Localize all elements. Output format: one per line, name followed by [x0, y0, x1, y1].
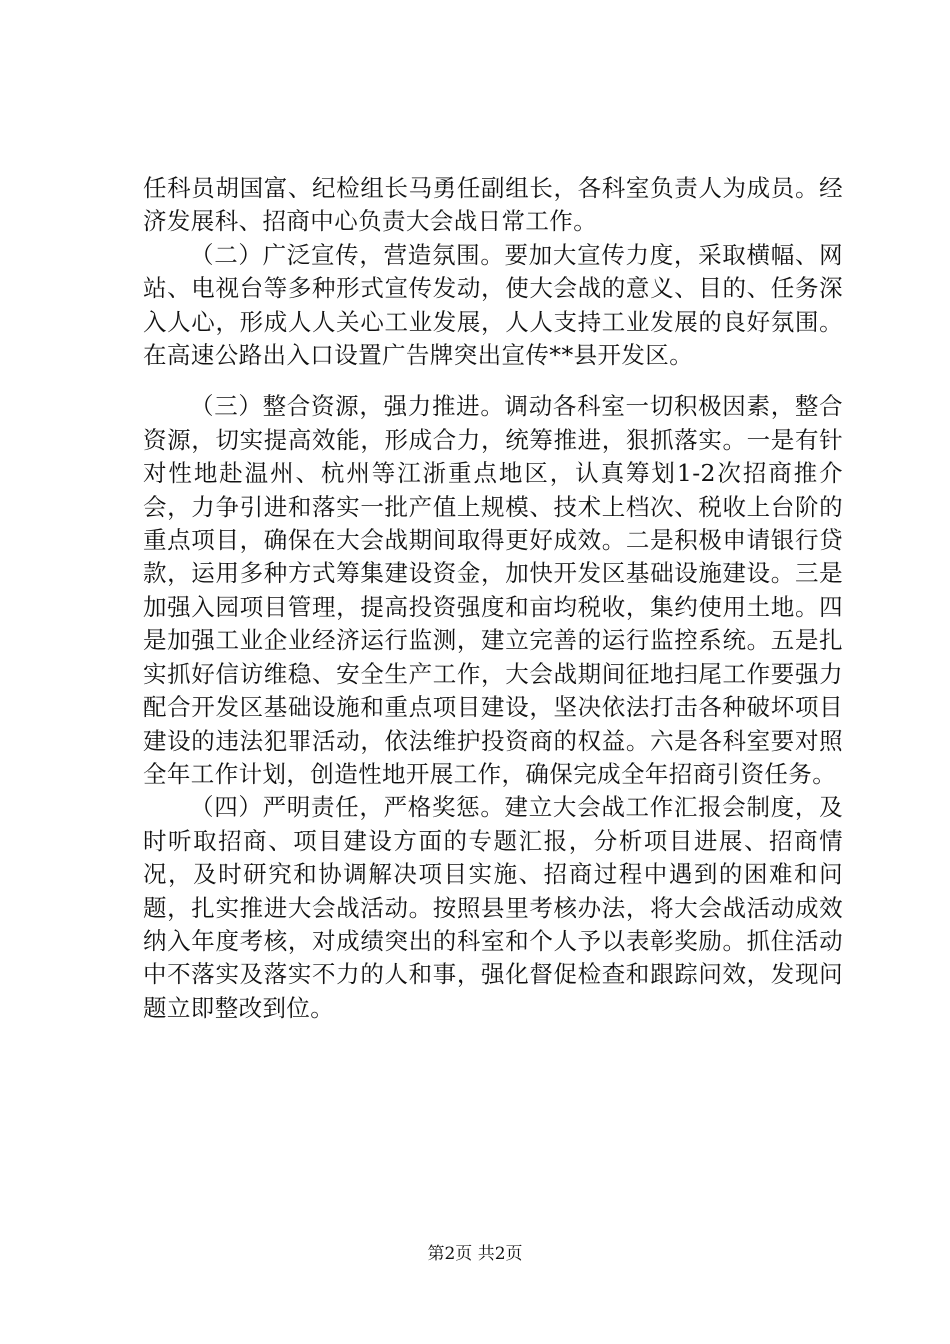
paragraph-resources: （三）整合资源，强力推进。调动各科室一切积极因素，整合资源，切实提高效能，形成合力，统筹推进，狠抓落实。一是有针对性地赴温州、杭州等江浙重点地区，认真筹划1-2次招商推介会，力争引进和落实一批产值上规模、技术上档次、税收上台阶的重点项目，确保在大会战期间取得更好成效。二是积极申请银行贷款，运用多种方式筹集建设资金，加快开发区基础设施建设。三是加强入园项目管理，提高投资强度和亩均税收，集约使用土地。四是加强工业企业经济运行监测，建立完善的运行监控系统。五是扎实抓好信访维稳、安全生产工作，大会战期间征地扫尾工作要强力配合开发区基础设施和重点项目建设，坚决依法打击各种破坏项目建设的违法犯罪活动，依法维护投资商的权益。六是各科室要对照全年工作计划，创造性地开展工作，确保完成全年招商引资任务。 [143, 392, 843, 788]
paragraph-gap [143, 372, 843, 390]
paragraph-responsibility: （四）严明责任，严格奖惩。建立大会战工作汇报会制度，及时听取招商、项目建设方面的专题汇报，分析项目进展、招商情况，及时研究和协调解决项目实施、招商过程中遇到的困难和问题，扎实推进大会战活动。按照县里考核办法，将大会战活动成效纳入年度考核，对成绩突出的科室和个人予以表彰奖励。抓住活动中不落实及落实不力的人和事，强化督促检查和跟踪问效，发现问题立即整改到位。 [143, 793, 843, 1022]
document-body [143, 172, 843, 1025]
paragraph-publicity: （二）广泛宣传，营造氛围。要加大宣传力度，采取横幅、网站、电视台等多种形式宣传发动，使大会战的意义、目的、任务深入人心，形成人人关心工业发展，人人支持工业发展的良好氛围。在高速公路出入口设置广告牌突出宣传**县开发区。 [143, 240, 843, 370]
paragraph-continuation: 任科员胡国富、纪检组长马勇任副组长，各科室负责人为成员。经济发展科、招商中心负责大会战日常工作。 [143, 174, 843, 236]
page-footer: 第2页 共2页 [427, 1244, 523, 1264]
